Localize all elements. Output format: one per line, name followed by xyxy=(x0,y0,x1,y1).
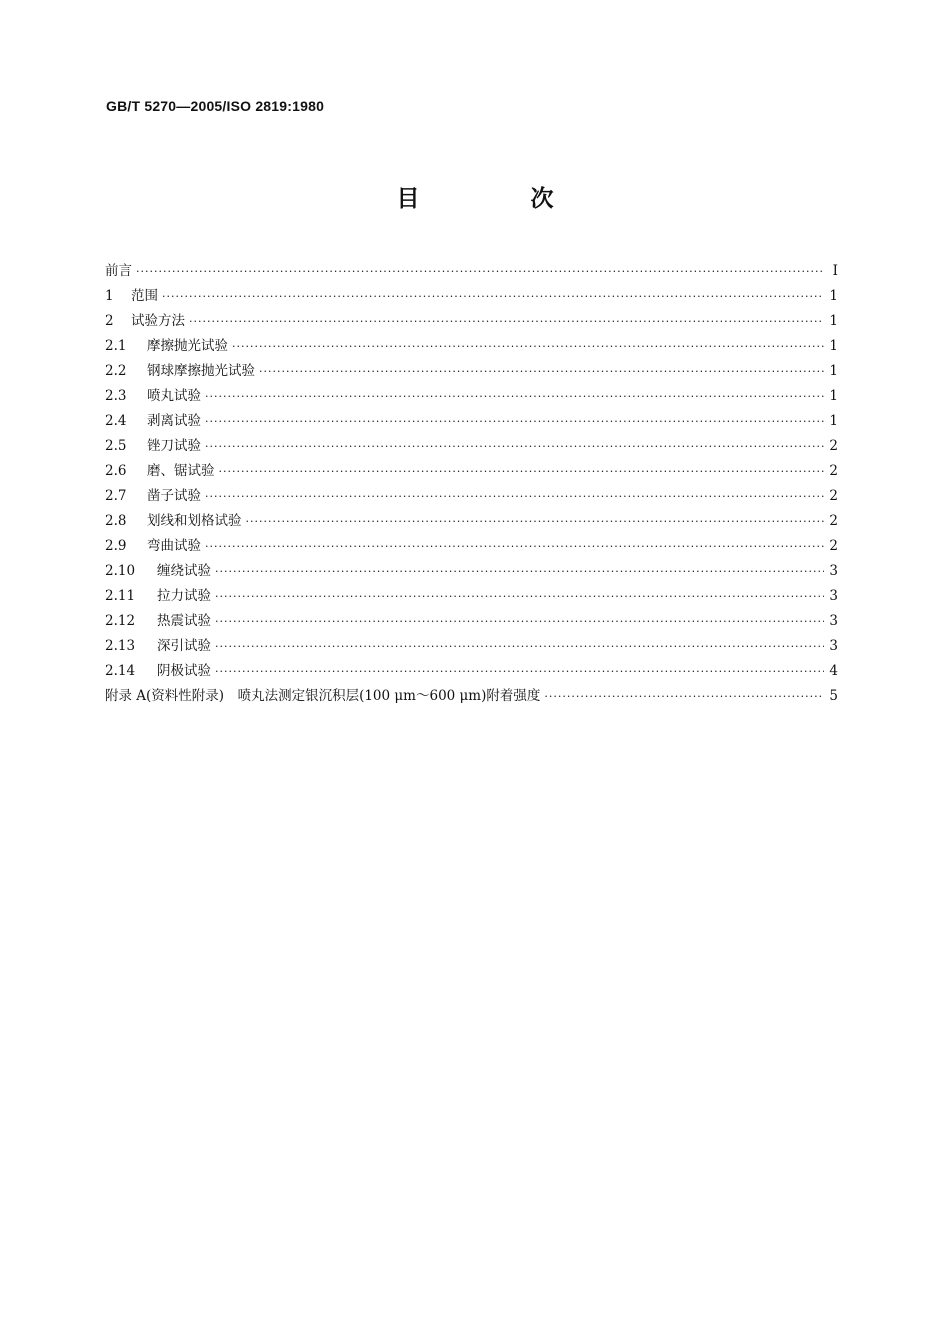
toc-entry-label: 弯曲试验 xyxy=(147,538,201,554)
toc-entry[interactable] xyxy=(105,259,838,284)
toc-entry-label: 范围 xyxy=(131,288,158,304)
toc-leader xyxy=(136,265,824,278)
toc-entry[interactable] xyxy=(105,409,838,434)
toc-leader xyxy=(205,490,824,503)
toc-entry-number: 2.5 xyxy=(105,438,127,454)
toc-entry-number: 2.9 xyxy=(105,538,127,554)
toc-entry-number: 2.12 xyxy=(105,613,136,629)
toc-entry-label: 钢球摩擦抛光试验 xyxy=(147,363,255,379)
toc-entry-label: 磨、锯试验 xyxy=(147,463,215,479)
toc-entry-label: 阴极试验 xyxy=(157,663,211,679)
toc-entry-label: 划线和划格试验 xyxy=(147,513,242,529)
toc-entry-page: 3 xyxy=(829,563,838,579)
toc-entry[interactable] xyxy=(105,559,838,584)
table-of-contents xyxy=(105,259,838,709)
toc-entry-number: 1 xyxy=(105,288,114,304)
toc-entry-label: 热震试验 xyxy=(157,613,211,629)
standard-code: GB/T 5270—2005/ISO 2819:1980 xyxy=(106,98,325,114)
toc-entry-page: 1 xyxy=(829,388,838,404)
toc-entry[interactable] xyxy=(105,534,838,559)
toc-entry-label: 前言 xyxy=(105,263,132,279)
toc-leader xyxy=(215,615,824,628)
toc-entry-page: 3 xyxy=(829,588,838,604)
toc-entry-label: 剥离试验 xyxy=(147,413,201,429)
toc-entry[interactable] xyxy=(105,434,838,459)
toc-leader xyxy=(259,365,824,378)
toc-entry[interactable] xyxy=(105,659,838,684)
toc-entry-number: 2.10 xyxy=(105,563,136,579)
toc-leader xyxy=(246,515,825,528)
toc-entry-number: 2.4 xyxy=(105,413,127,429)
toc-entry-page: 2 xyxy=(829,513,838,529)
toc-entry-label: 附录 A(资料性附录) 喷丸法测定银沉积层(100 μm～600 μm)附着强度 xyxy=(105,688,541,704)
toc-entry[interactable] xyxy=(105,509,838,534)
toc-entry-number: 2.1 xyxy=(105,338,127,354)
toc-entry-label: 凿子试验 xyxy=(147,488,201,504)
toc-entry[interactable] xyxy=(105,634,838,659)
toc-entry-label: 缠绕试验 xyxy=(157,563,211,579)
toc-entry-page: 3 xyxy=(829,613,838,629)
toc-entry[interactable] xyxy=(105,359,838,384)
toc-entry-number: 2.2 xyxy=(105,363,127,379)
toc-leader xyxy=(205,540,824,553)
toc-entry[interactable] xyxy=(105,309,838,334)
toc-leader xyxy=(544,690,824,703)
toc-entry-number: 2.7 xyxy=(105,488,127,504)
toc-entry-number: 2.6 xyxy=(105,463,127,479)
toc-entry-page: 2 xyxy=(829,438,838,454)
toc-entry[interactable] xyxy=(105,484,838,509)
toc-entry[interactable] xyxy=(105,609,838,634)
toc-leader xyxy=(205,440,824,453)
toc-leader xyxy=(215,665,824,678)
toc-entry-number: 2.13 xyxy=(105,638,136,654)
toc-entry-page: 2 xyxy=(829,463,838,479)
toc-entry[interactable] xyxy=(105,384,838,409)
toc-entry-page: 5 xyxy=(829,688,838,704)
toc-leader xyxy=(215,565,824,578)
toc-leader xyxy=(215,590,824,603)
toc-entry-label: 摩擦抛光试验 xyxy=(147,338,228,354)
toc-leader xyxy=(215,640,824,653)
toc-entry[interactable] xyxy=(105,284,838,309)
toc-leader xyxy=(219,465,825,478)
toc-entry-page: 2 xyxy=(829,538,838,554)
toc-entry-page: 4 xyxy=(829,663,838,679)
toc-entry-page: 1 xyxy=(829,363,838,379)
toc-entry-label: 深引试验 xyxy=(157,638,211,654)
toc-entry-page: 3 xyxy=(829,638,838,654)
toc-entry-page: 1 xyxy=(829,313,838,329)
toc-entry-label: 试验方法 xyxy=(131,313,185,329)
toc-entry-number: 2.8 xyxy=(105,513,127,529)
toc-entry[interactable] xyxy=(105,459,838,484)
toc-entry-number: 2 xyxy=(105,313,114,329)
toc-entry[interactable] xyxy=(105,584,838,609)
page-title: 目 次 xyxy=(396,186,598,212)
toc-entry-page: 1 xyxy=(829,413,838,429)
toc-entry-number: 2.11 xyxy=(105,588,136,604)
toc-entry[interactable] xyxy=(105,334,838,359)
toc-entry-page: 2 xyxy=(829,488,838,504)
toc-leader xyxy=(205,415,824,428)
toc-entry-label: 喷丸试验 xyxy=(147,388,201,404)
toc-entry-number: 2.3 xyxy=(105,388,127,404)
toc-entry[interactable] xyxy=(105,684,838,709)
toc-entry-page: 1 xyxy=(829,338,838,354)
toc-leader xyxy=(189,315,824,328)
toc-entry-page: I xyxy=(832,263,838,279)
toc-leader xyxy=(205,390,824,403)
toc-entry-page: 1 xyxy=(829,288,838,304)
toc-entry-label: 拉力试验 xyxy=(157,588,211,604)
toc-leader xyxy=(232,340,824,353)
toc-leader xyxy=(162,290,824,303)
toc-entry-number: 2.14 xyxy=(105,663,136,679)
toc-entry-label: 锉刀试验 xyxy=(147,438,201,454)
